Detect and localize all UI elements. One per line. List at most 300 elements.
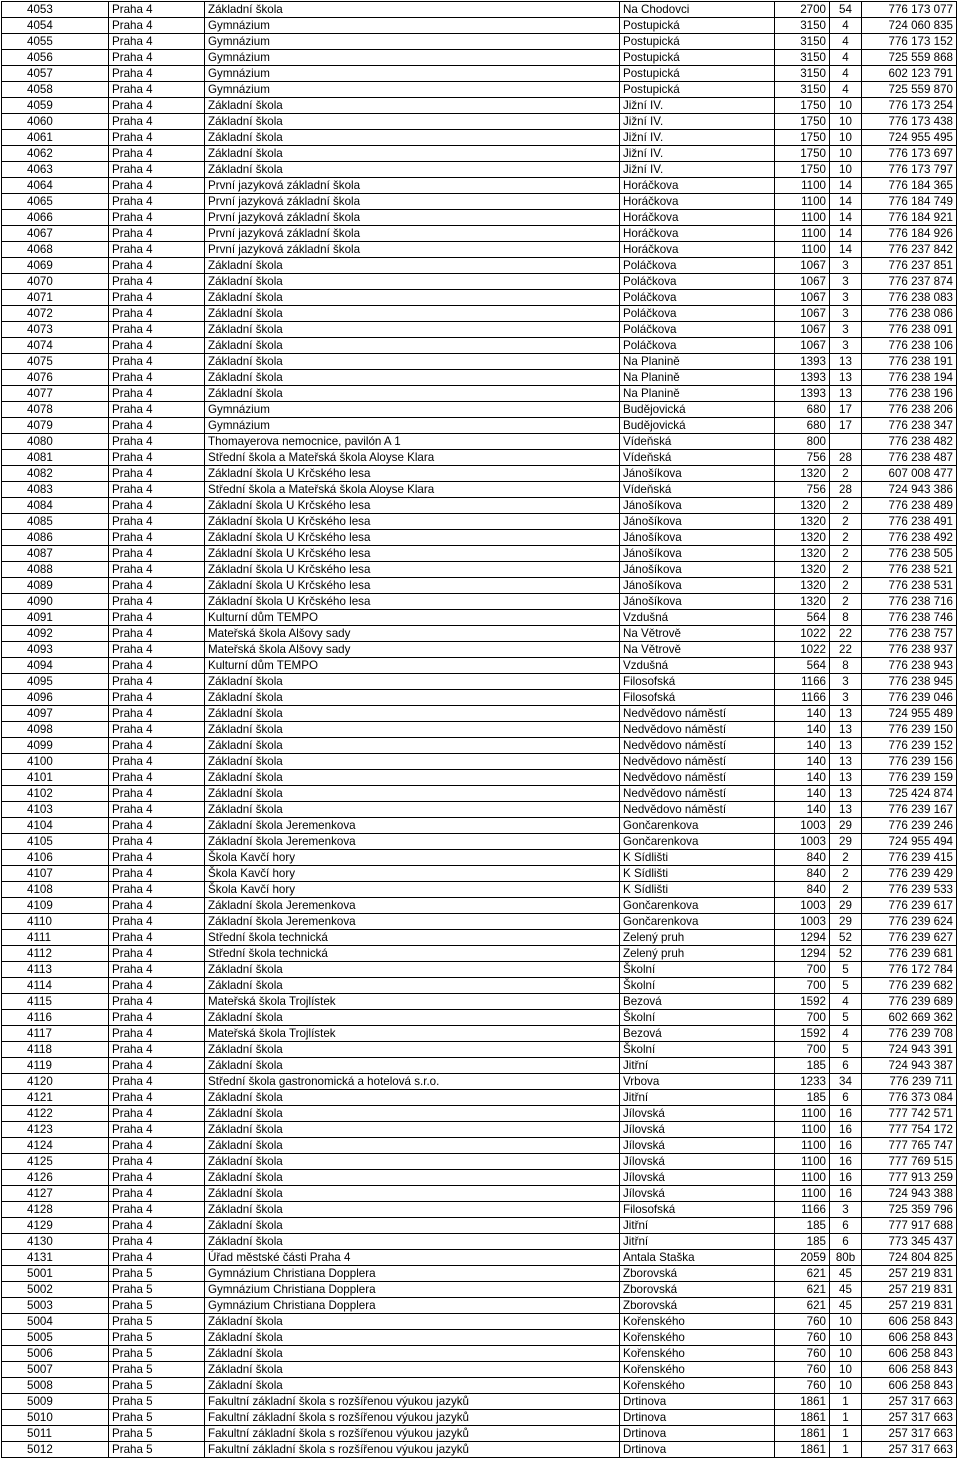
cell-id: 4059 bbox=[2, 98, 109, 114]
cell-number: 1100 bbox=[775, 1122, 830, 1138]
table-row bbox=[2, 1362, 957, 1378]
cell-street: Jánošíkova bbox=[620, 594, 775, 610]
cell-orientation: 4 bbox=[830, 994, 862, 1010]
cell-id: 4080 bbox=[2, 434, 109, 450]
cell-district: Praha 4 bbox=[109, 66, 205, 82]
cell-street: Školní bbox=[620, 962, 775, 978]
cell-name: Základní škola Jeremenkova bbox=[205, 914, 620, 930]
cell-district: Praha 5 bbox=[109, 1346, 205, 1362]
table-row bbox=[2, 770, 957, 786]
cell-district: Praha 4 bbox=[109, 930, 205, 946]
cell-orientation: 6 bbox=[830, 1234, 862, 1250]
cell-phone: 776 238 487 bbox=[862, 450, 957, 466]
table-row bbox=[2, 338, 957, 354]
cell-number: 140 bbox=[775, 802, 830, 818]
cell-name: Střední škola technická bbox=[205, 930, 620, 946]
cell-phone: 776 173 797 bbox=[862, 162, 957, 178]
cell-phone: 776 239 711 bbox=[862, 1074, 957, 1090]
cell-street: Kořenského bbox=[620, 1346, 775, 1362]
cell-street: Poláčkova bbox=[620, 290, 775, 306]
cell-district: Praha 4 bbox=[109, 882, 205, 898]
cell-id: 4069 bbox=[2, 258, 109, 274]
cell-orientation: 1 bbox=[830, 1442, 862, 1458]
cell-name: Gymnázium bbox=[205, 418, 620, 434]
cell-orientation: 2 bbox=[830, 514, 862, 530]
table-row bbox=[2, 1314, 957, 1330]
table-row bbox=[2, 2, 957, 18]
cell-name: Základní škola U Krčského lesa bbox=[205, 498, 620, 514]
cell-street: Zborovská bbox=[620, 1266, 775, 1282]
cell-name: Fakultní základní škola s rozšířenou výukou jazyků bbox=[205, 1394, 620, 1410]
cell-phone: 776 172 784 bbox=[862, 962, 957, 978]
cell-street: Školní bbox=[620, 978, 775, 994]
table-row bbox=[2, 738, 957, 754]
cell-district: Praha 5 bbox=[109, 1282, 205, 1298]
cell-district: Praha 4 bbox=[109, 434, 205, 450]
table-row bbox=[2, 1122, 957, 1138]
cell-name: Škola Kavčí hory bbox=[205, 850, 620, 866]
cell-street: K Sídlišti bbox=[620, 882, 775, 898]
cell-district: Praha 4 bbox=[109, 146, 205, 162]
cell-district: Praha 4 bbox=[109, 546, 205, 562]
cell-phone: 724 943 391 bbox=[862, 1042, 957, 1058]
cell-id: 4085 bbox=[2, 514, 109, 530]
cell-street: Školní bbox=[620, 1010, 775, 1026]
cell-street: Horáčkova bbox=[620, 194, 775, 210]
cell-name: Základní škola bbox=[205, 162, 620, 178]
cell-id: 4086 bbox=[2, 530, 109, 546]
cell-phone: 773 345 437 bbox=[862, 1234, 957, 1250]
cell-district: Praha 4 bbox=[109, 1090, 205, 1106]
cell-district: Praha 4 bbox=[109, 178, 205, 194]
cell-street: Vzdušná bbox=[620, 610, 775, 626]
cell-id: 4121 bbox=[2, 1090, 109, 1106]
cell-orientation: 10 bbox=[830, 1362, 862, 1378]
cell-name: Základní škola U Krčského lesa bbox=[205, 466, 620, 482]
cell-id: 5008 bbox=[2, 1378, 109, 1394]
cell-orientation: 28 bbox=[830, 450, 862, 466]
cell-id: 4090 bbox=[2, 594, 109, 610]
cell-name: Základní škola bbox=[205, 274, 620, 290]
cell-orientation: 1 bbox=[830, 1410, 862, 1426]
cell-district: Praha 4 bbox=[109, 514, 205, 530]
cell-name: Základní škola bbox=[205, 1378, 620, 1394]
cell-id: 4094 bbox=[2, 658, 109, 674]
cell-number: 1100 bbox=[775, 1154, 830, 1170]
cell-id: 4091 bbox=[2, 610, 109, 626]
cell-number: 800 bbox=[775, 434, 830, 450]
cell-street: Poláčkova bbox=[620, 322, 775, 338]
table-row bbox=[2, 1250, 957, 1266]
table-row bbox=[2, 594, 957, 610]
cell-id: 4125 bbox=[2, 1154, 109, 1170]
cell-phone: 777 769 515 bbox=[862, 1154, 957, 1170]
cell-name: Mateřská škola Trojlístek bbox=[205, 994, 620, 1010]
cell-name: Základní škola U Krčského lesa bbox=[205, 578, 620, 594]
cell-orientation: 14 bbox=[830, 210, 862, 226]
table-row bbox=[2, 114, 957, 130]
cell-street: Jitřní bbox=[620, 1058, 775, 1074]
cell-district: Praha 4 bbox=[109, 866, 205, 882]
table-row bbox=[2, 482, 957, 498]
cell-orientation: 10 bbox=[830, 1330, 862, 1346]
table-row bbox=[2, 274, 957, 290]
table-row bbox=[2, 610, 957, 626]
cell-id: 4067 bbox=[2, 226, 109, 242]
cell-phone: 776 237 842 bbox=[862, 242, 957, 258]
cell-district: Praha 4 bbox=[109, 978, 205, 994]
cell-district: Praha 4 bbox=[109, 786, 205, 802]
cell-id: 4130 bbox=[2, 1234, 109, 1250]
cell-district: Praha 5 bbox=[109, 1330, 205, 1346]
cell-id: 5005 bbox=[2, 1330, 109, 1346]
cell-id: 4077 bbox=[2, 386, 109, 402]
cell-number: 140 bbox=[775, 706, 830, 722]
cell-orientation: 14 bbox=[830, 178, 862, 194]
cell-phone: 776 239 150 bbox=[862, 722, 957, 738]
cell-district: Praha 4 bbox=[109, 1218, 205, 1234]
cell-orientation: 45 bbox=[830, 1266, 862, 1282]
table-row bbox=[2, 962, 957, 978]
cell-id: 4131 bbox=[2, 1250, 109, 1266]
cell-district: Praha 4 bbox=[109, 194, 205, 210]
cell-id: 4074 bbox=[2, 338, 109, 354]
cell-id: 4116 bbox=[2, 1010, 109, 1026]
cell-street: Bezová bbox=[620, 1026, 775, 1042]
cell-orientation: 10 bbox=[830, 146, 862, 162]
table-row bbox=[2, 306, 957, 322]
table-row bbox=[2, 1170, 957, 1186]
cell-number: 3150 bbox=[775, 18, 830, 34]
cell-phone: 776 239 156 bbox=[862, 754, 957, 770]
cell-orientation: 16 bbox=[830, 1106, 862, 1122]
cell-phone: 776 239 627 bbox=[862, 930, 957, 946]
cell-orientation: 2 bbox=[830, 530, 862, 546]
table-row bbox=[2, 466, 957, 482]
cell-name: Základní škola U Krčského lesa bbox=[205, 562, 620, 578]
cell-district: Praha 4 bbox=[109, 1106, 205, 1122]
table-row bbox=[2, 1010, 957, 1026]
table-row bbox=[2, 690, 957, 706]
cell-name: Základní škola Jeremenkova bbox=[205, 834, 620, 850]
cell-id: 4078 bbox=[2, 402, 109, 418]
cell-street: Jánošíkova bbox=[620, 466, 775, 482]
cell-number: 2700 bbox=[775, 2, 830, 18]
cell-phone: 776 238 489 bbox=[862, 498, 957, 514]
cell-street: Školní bbox=[620, 1042, 775, 1058]
cell-id: 4060 bbox=[2, 114, 109, 130]
cell-street: Gončarenkova bbox=[620, 898, 775, 914]
table-row bbox=[2, 82, 957, 98]
table-row bbox=[2, 210, 957, 226]
cell-phone: 776 239 624 bbox=[862, 914, 957, 930]
cell-orientation: 17 bbox=[830, 402, 862, 418]
cell-number: 760 bbox=[775, 1314, 830, 1330]
cell-street: Jižní IV. bbox=[620, 162, 775, 178]
cell-street: Kořenského bbox=[620, 1330, 775, 1346]
cell-name: Základní škola bbox=[205, 1362, 620, 1378]
cell-name: Základní škola bbox=[205, 706, 620, 722]
cell-street: K Sídlišti bbox=[620, 866, 775, 882]
cell-phone: 606 258 843 bbox=[862, 1346, 957, 1362]
table-row bbox=[2, 402, 957, 418]
table-row bbox=[2, 642, 957, 658]
table-row bbox=[2, 1346, 957, 1362]
cell-number: 185 bbox=[775, 1218, 830, 1234]
table-row bbox=[2, 530, 957, 546]
cell-phone: 725 559 870 bbox=[862, 82, 957, 98]
cell-number: 1003 bbox=[775, 834, 830, 850]
cell-phone: 607 008 477 bbox=[862, 466, 957, 482]
cell-orientation: 10 bbox=[830, 1314, 862, 1330]
cell-number: 3150 bbox=[775, 50, 830, 66]
cell-phone: 724 955 495 bbox=[862, 130, 957, 146]
cell-name: Gymnázium bbox=[205, 66, 620, 82]
table-row bbox=[2, 1106, 957, 1122]
table-row bbox=[2, 1378, 957, 1394]
cell-street: Jižní IV. bbox=[620, 146, 775, 162]
cell-street: K Sídlišti bbox=[620, 850, 775, 866]
cell-id: 4089 bbox=[2, 578, 109, 594]
cell-number: 840 bbox=[775, 866, 830, 882]
cell-orientation: 6 bbox=[830, 1058, 862, 1074]
cell-street: Budějovická bbox=[620, 402, 775, 418]
cell-name: Základní škola bbox=[205, 722, 620, 738]
cell-street: Poláčkova bbox=[620, 274, 775, 290]
cell-orientation: 29 bbox=[830, 898, 862, 914]
cell-phone: 724 943 388 bbox=[862, 1186, 957, 1202]
cell-street: Na Planině bbox=[620, 386, 775, 402]
cell-phone: 257 317 663 bbox=[862, 1394, 957, 1410]
cell-name: Základní škola U Krčského lesa bbox=[205, 594, 620, 610]
table-row bbox=[2, 1410, 957, 1426]
cell-id: 4087 bbox=[2, 546, 109, 562]
cell-orientation: 52 bbox=[830, 930, 862, 946]
cell-orientation: 45 bbox=[830, 1298, 862, 1314]
cell-district: Praha 4 bbox=[109, 1026, 205, 1042]
cell-number: 564 bbox=[775, 658, 830, 674]
cell-orientation: 3 bbox=[830, 674, 862, 690]
cell-name: Mateřská škola Alšovy sady bbox=[205, 642, 620, 658]
table-row bbox=[2, 898, 957, 914]
cell-orientation: 14 bbox=[830, 242, 862, 258]
cell-street: Postupická bbox=[620, 34, 775, 50]
table-row bbox=[2, 434, 957, 450]
table-row bbox=[2, 514, 957, 530]
table-row bbox=[2, 786, 957, 802]
cell-phone: 725 559 868 bbox=[862, 50, 957, 66]
table-row bbox=[2, 1138, 957, 1154]
cell-district: Praha 4 bbox=[109, 210, 205, 226]
cell-phone: 777 742 571 bbox=[862, 1106, 957, 1122]
table-row bbox=[2, 98, 957, 114]
cell-orientation: 5 bbox=[830, 1010, 862, 1026]
table-row bbox=[2, 322, 957, 338]
table-row bbox=[2, 386, 957, 402]
cell-phone: 776 173 697 bbox=[862, 146, 957, 162]
cell-district: Praha 4 bbox=[109, 386, 205, 402]
cell-name: Gymnázium Christiana Dopplera bbox=[205, 1298, 620, 1314]
cell-name: Úřad městské části Praha 4 bbox=[205, 1250, 620, 1266]
cell-id: 4084 bbox=[2, 498, 109, 514]
cell-district: Praha 4 bbox=[109, 1170, 205, 1186]
cell-name: První jazyková základní škola bbox=[205, 242, 620, 258]
table-row bbox=[2, 546, 957, 562]
cell-id: 5012 bbox=[2, 1442, 109, 1458]
cell-number: 700 bbox=[775, 1042, 830, 1058]
table-row bbox=[2, 226, 957, 242]
cell-id: 4107 bbox=[2, 866, 109, 882]
table-row bbox=[2, 18, 957, 34]
cell-district: Praha 4 bbox=[109, 1186, 205, 1202]
cell-number: 700 bbox=[775, 978, 830, 994]
table-row bbox=[2, 1074, 957, 1090]
cell-number: 1320 bbox=[775, 466, 830, 482]
cell-name: Základní škola bbox=[205, 1090, 620, 1106]
cell-street: Jižní IV. bbox=[620, 98, 775, 114]
cell-name: Střední škola technická bbox=[205, 946, 620, 962]
cell-phone: 257 317 663 bbox=[862, 1442, 957, 1458]
cell-number: 1750 bbox=[775, 114, 830, 130]
table-row bbox=[2, 1202, 957, 1218]
cell-district: Praha 4 bbox=[109, 18, 205, 34]
cell-street: Zelený pruh bbox=[620, 946, 775, 962]
cell-orientation: 54 bbox=[830, 2, 862, 18]
cell-id: 4092 bbox=[2, 626, 109, 642]
cell-number: 1166 bbox=[775, 1202, 830, 1218]
cell-street: Jitřní bbox=[620, 1090, 775, 1106]
cell-phone: 776 238 757 bbox=[862, 626, 957, 642]
cell-id: 4103 bbox=[2, 802, 109, 818]
cell-number: 700 bbox=[775, 962, 830, 978]
cell-street: Vzdušná bbox=[620, 658, 775, 674]
cell-phone: 724 943 387 bbox=[862, 1058, 957, 1074]
cell-name: Základní škola bbox=[205, 1346, 620, 1362]
cell-district: Praha 4 bbox=[109, 114, 205, 130]
cell-number: 1393 bbox=[775, 370, 830, 386]
cell-number: 1067 bbox=[775, 306, 830, 322]
cell-id: 4102 bbox=[2, 786, 109, 802]
table-row bbox=[2, 1442, 957, 1458]
cell-district: Praha 4 bbox=[109, 162, 205, 178]
cell-district: Praha 4 bbox=[109, 290, 205, 306]
cell-id: 4097 bbox=[2, 706, 109, 722]
cell-street: Na Větrově bbox=[620, 626, 775, 642]
cell-orientation: 13 bbox=[830, 354, 862, 370]
table-row bbox=[2, 674, 957, 690]
cell-id: 4088 bbox=[2, 562, 109, 578]
cell-name: Základní škola bbox=[205, 130, 620, 146]
cell-district: Praha 4 bbox=[109, 1202, 205, 1218]
cell-id: 4064 bbox=[2, 178, 109, 194]
cell-street: Bezová bbox=[620, 994, 775, 1010]
cell-phone: 776 173 438 bbox=[862, 114, 957, 130]
table-row bbox=[2, 1330, 957, 1346]
cell-phone: 776 184 365 bbox=[862, 178, 957, 194]
cell-district: Praha 4 bbox=[109, 1074, 205, 1090]
cell-street: Kořenského bbox=[620, 1314, 775, 1330]
cell-phone: 776 238 492 bbox=[862, 530, 957, 546]
cell-orientation: 13 bbox=[830, 722, 862, 738]
cell-name: Základní škola bbox=[205, 978, 620, 994]
cell-phone: 776 239 533 bbox=[862, 882, 957, 898]
cell-number: 1067 bbox=[775, 258, 830, 274]
table-row bbox=[2, 578, 957, 594]
cell-phone: 776 237 874 bbox=[862, 274, 957, 290]
cell-street: Zborovská bbox=[620, 1298, 775, 1314]
cell-name: První jazyková základní škola bbox=[205, 226, 620, 242]
cell-id: 5001 bbox=[2, 1266, 109, 1282]
cell-name: Fakultní základní škola s rozšířenou výukou jazyků bbox=[205, 1442, 620, 1458]
cell-street: Postupická bbox=[620, 18, 775, 34]
table-row bbox=[2, 1154, 957, 1170]
cell-phone: 776 173 254 bbox=[862, 98, 957, 114]
cell-phone: 776 239 429 bbox=[862, 866, 957, 882]
table-row bbox=[2, 866, 957, 882]
cell-orientation: 29 bbox=[830, 914, 862, 930]
cell-name: Mateřská škola Trojlístek bbox=[205, 1026, 620, 1042]
cell-district: Praha 4 bbox=[109, 706, 205, 722]
cell-number: 760 bbox=[775, 1346, 830, 1362]
cell-phone: 776 239 415 bbox=[862, 850, 957, 866]
cell-orientation: 10 bbox=[830, 98, 862, 114]
cell-phone: 606 258 843 bbox=[862, 1314, 957, 1330]
cell-district: Praha 4 bbox=[109, 482, 205, 498]
cell-phone: 776 238 937 bbox=[862, 642, 957, 658]
table-row bbox=[2, 162, 957, 178]
cell-phone: 257 317 663 bbox=[862, 1410, 957, 1426]
cell-orientation: 5 bbox=[830, 1042, 862, 1058]
cell-phone: 776 238 091 bbox=[862, 322, 957, 338]
table-row bbox=[2, 946, 957, 962]
cell-number: 760 bbox=[775, 1330, 830, 1346]
cell-phone: 776 238 491 bbox=[862, 514, 957, 530]
cell-orientation: 13 bbox=[830, 738, 862, 754]
cell-orientation: 16 bbox=[830, 1170, 862, 1186]
cell-number: 840 bbox=[775, 850, 830, 866]
cell-street: Postupická bbox=[620, 66, 775, 82]
cell-number: 1393 bbox=[775, 386, 830, 402]
cell-id: 4062 bbox=[2, 146, 109, 162]
table-row bbox=[2, 978, 957, 994]
table-row bbox=[2, 354, 957, 370]
cell-number: 1750 bbox=[775, 98, 830, 114]
cell-district: Praha 4 bbox=[109, 1250, 205, 1266]
cell-orientation: 5 bbox=[830, 978, 862, 994]
cell-id: 5010 bbox=[2, 1410, 109, 1426]
cell-street: Drtinova bbox=[620, 1426, 775, 1442]
cell-id: 4053 bbox=[2, 2, 109, 18]
cell-id: 5007 bbox=[2, 1362, 109, 1378]
cell-district: Praha 4 bbox=[109, 818, 205, 834]
cell-district: Praha 4 bbox=[109, 130, 205, 146]
cell-street: Horáčkova bbox=[620, 210, 775, 226]
cell-number: 680 bbox=[775, 402, 830, 418]
cell-name: Základní škola bbox=[205, 1122, 620, 1138]
table-row bbox=[2, 178, 957, 194]
cell-id: 4083 bbox=[2, 482, 109, 498]
table-row bbox=[2, 882, 957, 898]
table-row bbox=[2, 722, 957, 738]
cell-phone: 776 238 106 bbox=[862, 338, 957, 354]
cell-id: 5004 bbox=[2, 1314, 109, 1330]
cell-orientation: 4 bbox=[830, 18, 862, 34]
cell-district: Praha 4 bbox=[109, 370, 205, 386]
cell-district: Praha 4 bbox=[109, 898, 205, 914]
cell-district: Praha 5 bbox=[109, 1314, 205, 1330]
cell-phone: 776 238 482 bbox=[862, 434, 957, 450]
cell-district: Praha 5 bbox=[109, 1410, 205, 1426]
